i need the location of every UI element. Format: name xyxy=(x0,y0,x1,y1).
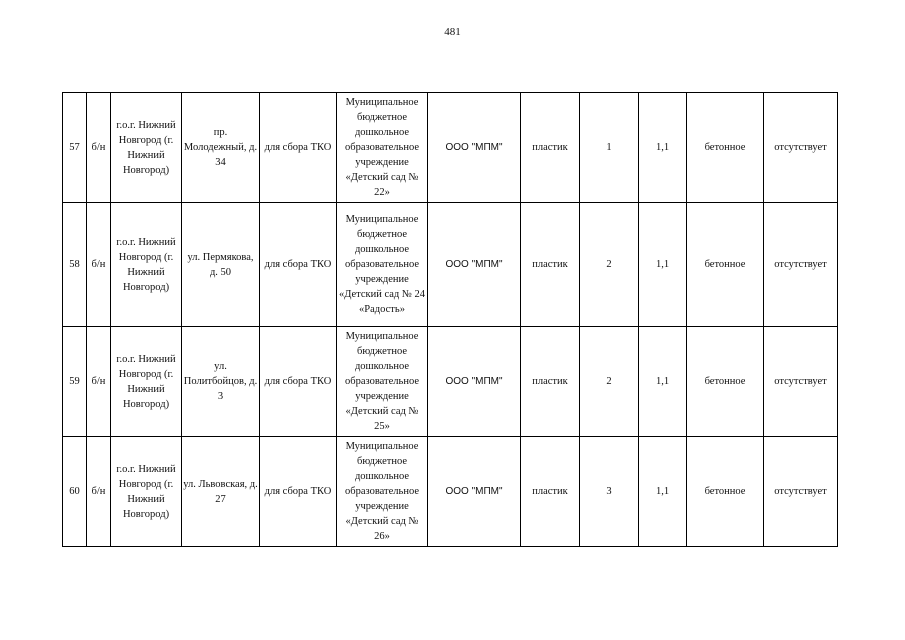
owner-cell: Муниципальное бюджетное дошкольное образовательное учреждение «Детский сад № 24 «Радость» xyxy=(337,203,428,327)
page-number: 481 xyxy=(444,26,461,38)
count-cell: 1 xyxy=(580,93,639,203)
material-cell: пластик xyxy=(521,93,580,203)
table-row xyxy=(63,93,838,203)
table-row xyxy=(63,327,838,437)
table-row xyxy=(63,203,838,327)
surface-cell: бетонное xyxy=(687,327,764,437)
table-row xyxy=(63,437,838,547)
operator-cell: ООО "МПМ" xyxy=(428,327,521,437)
waste-sites-table xyxy=(62,92,838,547)
purpose-cell: для сбора ТКО xyxy=(260,327,337,437)
purpose-cell: для сбора ТКО xyxy=(260,203,337,327)
volume-cell: 1,1 xyxy=(639,93,687,203)
fence-cell: отсутствует xyxy=(764,327,838,437)
code-cell: б/н xyxy=(87,327,111,437)
material-cell: пластик xyxy=(521,327,580,437)
surface-cell: бетонное xyxy=(687,93,764,203)
owner-cell: Муниципальное бюджетное дошкольное образовательное учреждение «Детский сад № 25» xyxy=(337,327,428,437)
row-number-cell: 58 xyxy=(63,203,87,327)
code-cell: б/н xyxy=(87,203,111,327)
row-number-cell: 59 xyxy=(63,327,87,437)
district-cell: г.о.г. Нижний Новгород (г. Нижний Новгород) xyxy=(111,93,182,203)
volume-cell: 1,1 xyxy=(639,203,687,327)
district-cell: г.о.г. Нижний Новгород (г. Нижний Новгород) xyxy=(111,327,182,437)
fence-cell: отсутствует xyxy=(764,203,838,327)
volume-cell: 1,1 xyxy=(639,437,687,547)
owner-cell: Муниципальное бюджетное дошкольное образовательное учреждение «Детский сад № 22» xyxy=(337,93,428,203)
surface-cell: бетонное xyxy=(687,203,764,327)
count-cell: 2 xyxy=(580,327,639,437)
fence-cell: отсутствует xyxy=(764,93,838,203)
row-number-cell: 60 xyxy=(63,437,87,547)
code-cell: б/н xyxy=(87,93,111,203)
operator-cell: ООО "МПМ" xyxy=(428,203,521,327)
row-number-cell: 57 xyxy=(63,93,87,203)
purpose-cell: для сбора ТКО xyxy=(260,93,337,203)
owner-cell: Муниципальное бюджетное дошкольное образовательное учреждение «Детский сад № 26» xyxy=(337,437,428,547)
operator-cell: ООО "МПМ" xyxy=(428,437,521,547)
code-cell: б/н xyxy=(87,437,111,547)
count-cell: 2 xyxy=(580,203,639,327)
operator-cell: ООО "МПМ" xyxy=(428,93,521,203)
material-cell: пластик xyxy=(521,203,580,327)
address-cell: ул. Львовская, д. 27 xyxy=(182,437,260,547)
surface-cell: бетонное xyxy=(687,437,764,547)
volume-cell: 1,1 xyxy=(639,327,687,437)
address-cell: пр. Молодежный, д. 34 xyxy=(182,93,260,203)
district-cell: г.о.г. Нижний Новгород (г. Нижний Новгород) xyxy=(111,437,182,547)
count-cell: 3 xyxy=(580,437,639,547)
address-cell: ул. Политбойцов, д. 3 xyxy=(182,327,260,437)
purpose-cell: для сбора ТКО xyxy=(260,437,337,547)
material-cell: пластик xyxy=(521,437,580,547)
district-cell: г.о.г. Нижний Новгород (г. Нижний Новгород) xyxy=(111,203,182,327)
address-cell: ул. Пермякова, д. 50 xyxy=(182,203,260,327)
fence-cell: отсутствует xyxy=(764,437,838,547)
